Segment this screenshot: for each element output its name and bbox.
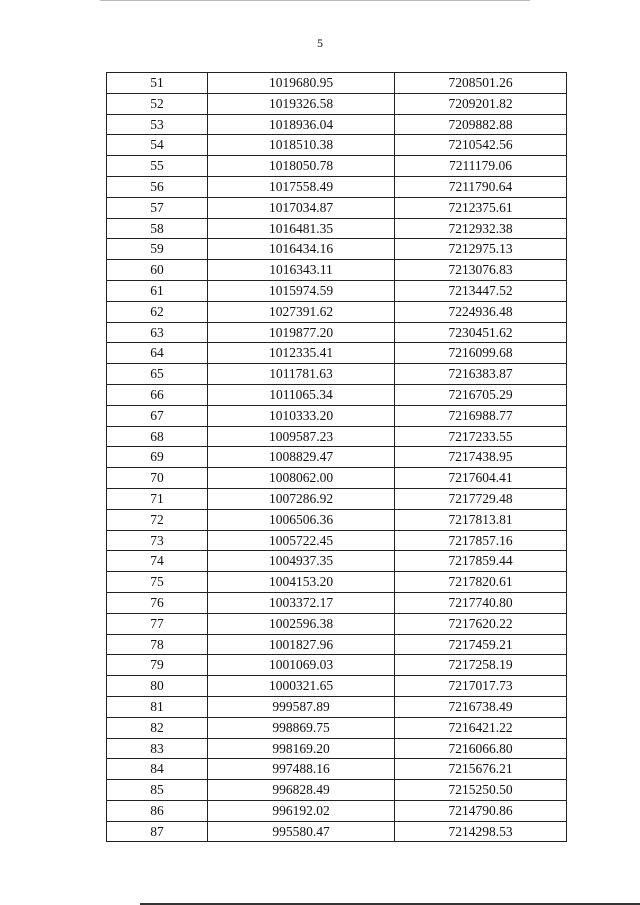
point-number-cell: 67 bbox=[107, 405, 208, 426]
point-number-cell: 80 bbox=[107, 676, 208, 697]
table-row bbox=[107, 530, 567, 551]
coordinates-table-body bbox=[107, 73, 567, 842]
point-number-cell: 65 bbox=[107, 364, 208, 385]
table-row bbox=[107, 218, 567, 239]
x-coordinate-cell: 1007286.92 bbox=[208, 488, 395, 509]
y-coordinate-cell: 7212932.38 bbox=[395, 218, 567, 239]
x-coordinate-cell: 1012335.41 bbox=[208, 343, 395, 364]
y-coordinate-cell: 7217438.95 bbox=[395, 447, 567, 468]
y-coordinate-cell: 7216705.29 bbox=[395, 384, 567, 405]
point-number-cell: 84 bbox=[107, 759, 208, 780]
table-row bbox=[107, 447, 567, 468]
table-row bbox=[107, 260, 567, 281]
table-row bbox=[107, 551, 567, 572]
x-coordinate-cell: 1005722.45 bbox=[208, 530, 395, 551]
table-row bbox=[107, 696, 567, 717]
x-coordinate-cell: 1017558.49 bbox=[208, 176, 395, 197]
x-coordinate-cell: 999587.89 bbox=[208, 696, 395, 717]
x-coordinate-cell: 1018936.04 bbox=[208, 114, 395, 135]
x-coordinate-cell: 1000321.65 bbox=[208, 676, 395, 697]
y-coordinate-cell: 7212375.61 bbox=[395, 197, 567, 218]
x-coordinate-cell: 1011781.63 bbox=[208, 364, 395, 385]
table-row bbox=[107, 426, 567, 447]
table-row bbox=[107, 676, 567, 697]
point-number-cell: 51 bbox=[107, 73, 208, 94]
x-coordinate-cell: 1004153.20 bbox=[208, 572, 395, 593]
y-coordinate-cell: 7217859.44 bbox=[395, 551, 567, 572]
y-coordinate-cell: 7213447.52 bbox=[395, 280, 567, 301]
point-number-cell: 77 bbox=[107, 613, 208, 634]
table-row bbox=[107, 93, 567, 114]
x-coordinate-cell: 1011065.34 bbox=[208, 384, 395, 405]
point-number-cell: 55 bbox=[107, 156, 208, 177]
y-coordinate-cell: 7216988.77 bbox=[395, 405, 567, 426]
x-coordinate-cell: 1006506.36 bbox=[208, 509, 395, 530]
table-row bbox=[107, 364, 567, 385]
point-number-cell: 72 bbox=[107, 509, 208, 530]
x-coordinate-cell: 1001827.96 bbox=[208, 634, 395, 655]
point-number-cell: 62 bbox=[107, 301, 208, 322]
x-coordinate-cell: 995580.47 bbox=[208, 821, 395, 842]
point-number-cell: 60 bbox=[107, 260, 208, 281]
y-coordinate-cell: 7217233.55 bbox=[395, 426, 567, 447]
x-coordinate-cell: 997488.16 bbox=[208, 759, 395, 780]
x-coordinate-cell: 1019680.95 bbox=[208, 73, 395, 94]
x-coordinate-cell: 1027391.62 bbox=[208, 301, 395, 322]
point-number-cell: 52 bbox=[107, 93, 208, 114]
x-coordinate-cell: 1019326.58 bbox=[208, 93, 395, 114]
y-coordinate-cell: 7216738.49 bbox=[395, 696, 567, 717]
point-number-cell: 87 bbox=[107, 821, 208, 842]
x-coordinate-cell: 1004937.35 bbox=[208, 551, 395, 572]
y-coordinate-cell: 7210542.56 bbox=[395, 135, 567, 156]
x-coordinate-cell: 1008829.47 bbox=[208, 447, 395, 468]
x-coordinate-cell: 1018510.38 bbox=[208, 135, 395, 156]
y-coordinate-cell: 7217017.73 bbox=[395, 676, 567, 697]
y-coordinate-cell: 7209882.88 bbox=[395, 114, 567, 135]
x-coordinate-cell: 1015974.59 bbox=[208, 280, 395, 301]
table-row bbox=[107, 405, 567, 426]
y-coordinate-cell: 7217740.80 bbox=[395, 592, 567, 613]
point-number-cell: 83 bbox=[107, 738, 208, 759]
scan-edge-line-top bbox=[100, 0, 530, 1]
table-row bbox=[107, 780, 567, 801]
point-number-cell: 64 bbox=[107, 343, 208, 364]
y-coordinate-cell: 7230451.62 bbox=[395, 322, 567, 343]
x-coordinate-cell: 1016481.35 bbox=[208, 218, 395, 239]
table-row bbox=[107, 613, 567, 634]
point-number-cell: 57 bbox=[107, 197, 208, 218]
table-row bbox=[107, 717, 567, 738]
x-coordinate-cell: 1018050.78 bbox=[208, 156, 395, 177]
table-row bbox=[107, 322, 567, 343]
table-row bbox=[107, 197, 567, 218]
point-number-cell: 70 bbox=[107, 468, 208, 489]
point-number-cell: 53 bbox=[107, 114, 208, 135]
table-row bbox=[107, 592, 567, 613]
y-coordinate-cell: 7209201.82 bbox=[395, 93, 567, 114]
table-row bbox=[107, 468, 567, 489]
point-number-cell: 85 bbox=[107, 780, 208, 801]
y-coordinate-cell: 7216099.68 bbox=[395, 343, 567, 364]
table-row bbox=[107, 239, 567, 260]
x-coordinate-cell: 1016343.11 bbox=[208, 260, 395, 281]
table-row bbox=[107, 176, 567, 197]
table-row bbox=[107, 301, 567, 322]
point-number-cell: 54 bbox=[107, 135, 208, 156]
point-number-cell: 66 bbox=[107, 384, 208, 405]
point-number-cell: 79 bbox=[107, 655, 208, 676]
point-number-cell: 76 bbox=[107, 592, 208, 613]
y-coordinate-cell: 7211179.06 bbox=[395, 156, 567, 177]
point-number-cell: 73 bbox=[107, 530, 208, 551]
y-coordinate-cell: 7216066.80 bbox=[395, 738, 567, 759]
point-number-cell: 56 bbox=[107, 176, 208, 197]
table-row bbox=[107, 135, 567, 156]
y-coordinate-cell: 7217813.81 bbox=[395, 509, 567, 530]
point-number-cell: 81 bbox=[107, 696, 208, 717]
x-coordinate-cell: 998869.75 bbox=[208, 717, 395, 738]
x-coordinate-cell: 996828.49 bbox=[208, 780, 395, 801]
table-row bbox=[107, 759, 567, 780]
point-number-cell: 61 bbox=[107, 280, 208, 301]
point-number-cell: 74 bbox=[107, 551, 208, 572]
y-coordinate-cell: 7213076.83 bbox=[395, 260, 567, 281]
coordinates-table bbox=[106, 72, 567, 842]
x-coordinate-cell: 1001069.03 bbox=[208, 655, 395, 676]
y-coordinate-cell: 7217604.41 bbox=[395, 468, 567, 489]
y-coordinate-cell: 7211790.64 bbox=[395, 176, 567, 197]
table-row bbox=[107, 800, 567, 821]
y-coordinate-cell: 7224936.48 bbox=[395, 301, 567, 322]
point-number-cell: 63 bbox=[107, 322, 208, 343]
table-row bbox=[107, 156, 567, 177]
point-number-cell: 71 bbox=[107, 488, 208, 509]
table-row bbox=[107, 655, 567, 676]
y-coordinate-cell: 7208501.26 bbox=[395, 73, 567, 94]
table-row bbox=[107, 384, 567, 405]
page-number: 5 bbox=[317, 36, 323, 50]
table-row bbox=[107, 738, 567, 759]
point-number-cell: 68 bbox=[107, 426, 208, 447]
y-coordinate-cell: 7217258.19 bbox=[395, 655, 567, 676]
table-row bbox=[107, 509, 567, 530]
point-number-cell: 82 bbox=[107, 717, 208, 738]
point-number-cell: 69 bbox=[107, 447, 208, 468]
x-coordinate-cell: 1017034.87 bbox=[208, 197, 395, 218]
y-coordinate-cell: 7217820.61 bbox=[395, 572, 567, 593]
y-coordinate-cell: 7215250.50 bbox=[395, 780, 567, 801]
x-coordinate-cell: 998169.20 bbox=[208, 738, 395, 759]
y-coordinate-cell: 7217729.48 bbox=[395, 488, 567, 509]
y-coordinate-cell: 7215676.21 bbox=[395, 759, 567, 780]
x-coordinate-cell: 1002596.38 bbox=[208, 613, 395, 634]
table-row bbox=[107, 488, 567, 509]
y-coordinate-cell: 7212975.13 bbox=[395, 239, 567, 260]
x-coordinate-cell: 1010333.20 bbox=[208, 405, 395, 426]
table-row bbox=[107, 114, 567, 135]
y-coordinate-cell: 7217459.21 bbox=[395, 634, 567, 655]
point-number-cell: 78 bbox=[107, 634, 208, 655]
y-coordinate-cell: 7217620.22 bbox=[395, 613, 567, 634]
x-coordinate-cell: 1008062.00 bbox=[208, 468, 395, 489]
y-coordinate-cell: 7214790.86 bbox=[395, 800, 567, 821]
table-row bbox=[107, 343, 567, 364]
y-coordinate-cell: 7216383.87 bbox=[395, 364, 567, 385]
point-number-cell: 86 bbox=[107, 800, 208, 821]
point-number-cell: 75 bbox=[107, 572, 208, 593]
x-coordinate-cell: 1003372.17 bbox=[208, 592, 395, 613]
x-coordinate-cell: 1009587.23 bbox=[208, 426, 395, 447]
x-coordinate-cell: 1019877.20 bbox=[208, 322, 395, 343]
point-number-cell: 58 bbox=[107, 218, 208, 239]
table-row bbox=[107, 634, 567, 655]
table-row bbox=[107, 572, 567, 593]
y-coordinate-cell: 7214298.53 bbox=[395, 821, 567, 842]
point-number-cell: 59 bbox=[107, 239, 208, 260]
table-row bbox=[107, 73, 567, 94]
table-row bbox=[107, 280, 567, 301]
table-row bbox=[107, 821, 567, 842]
y-coordinate-cell: 7217857.16 bbox=[395, 530, 567, 551]
y-coordinate-cell: 7216421.22 bbox=[395, 717, 567, 738]
x-coordinate-cell: 1016434.16 bbox=[208, 239, 395, 260]
x-coordinate-cell: 996192.02 bbox=[208, 800, 395, 821]
